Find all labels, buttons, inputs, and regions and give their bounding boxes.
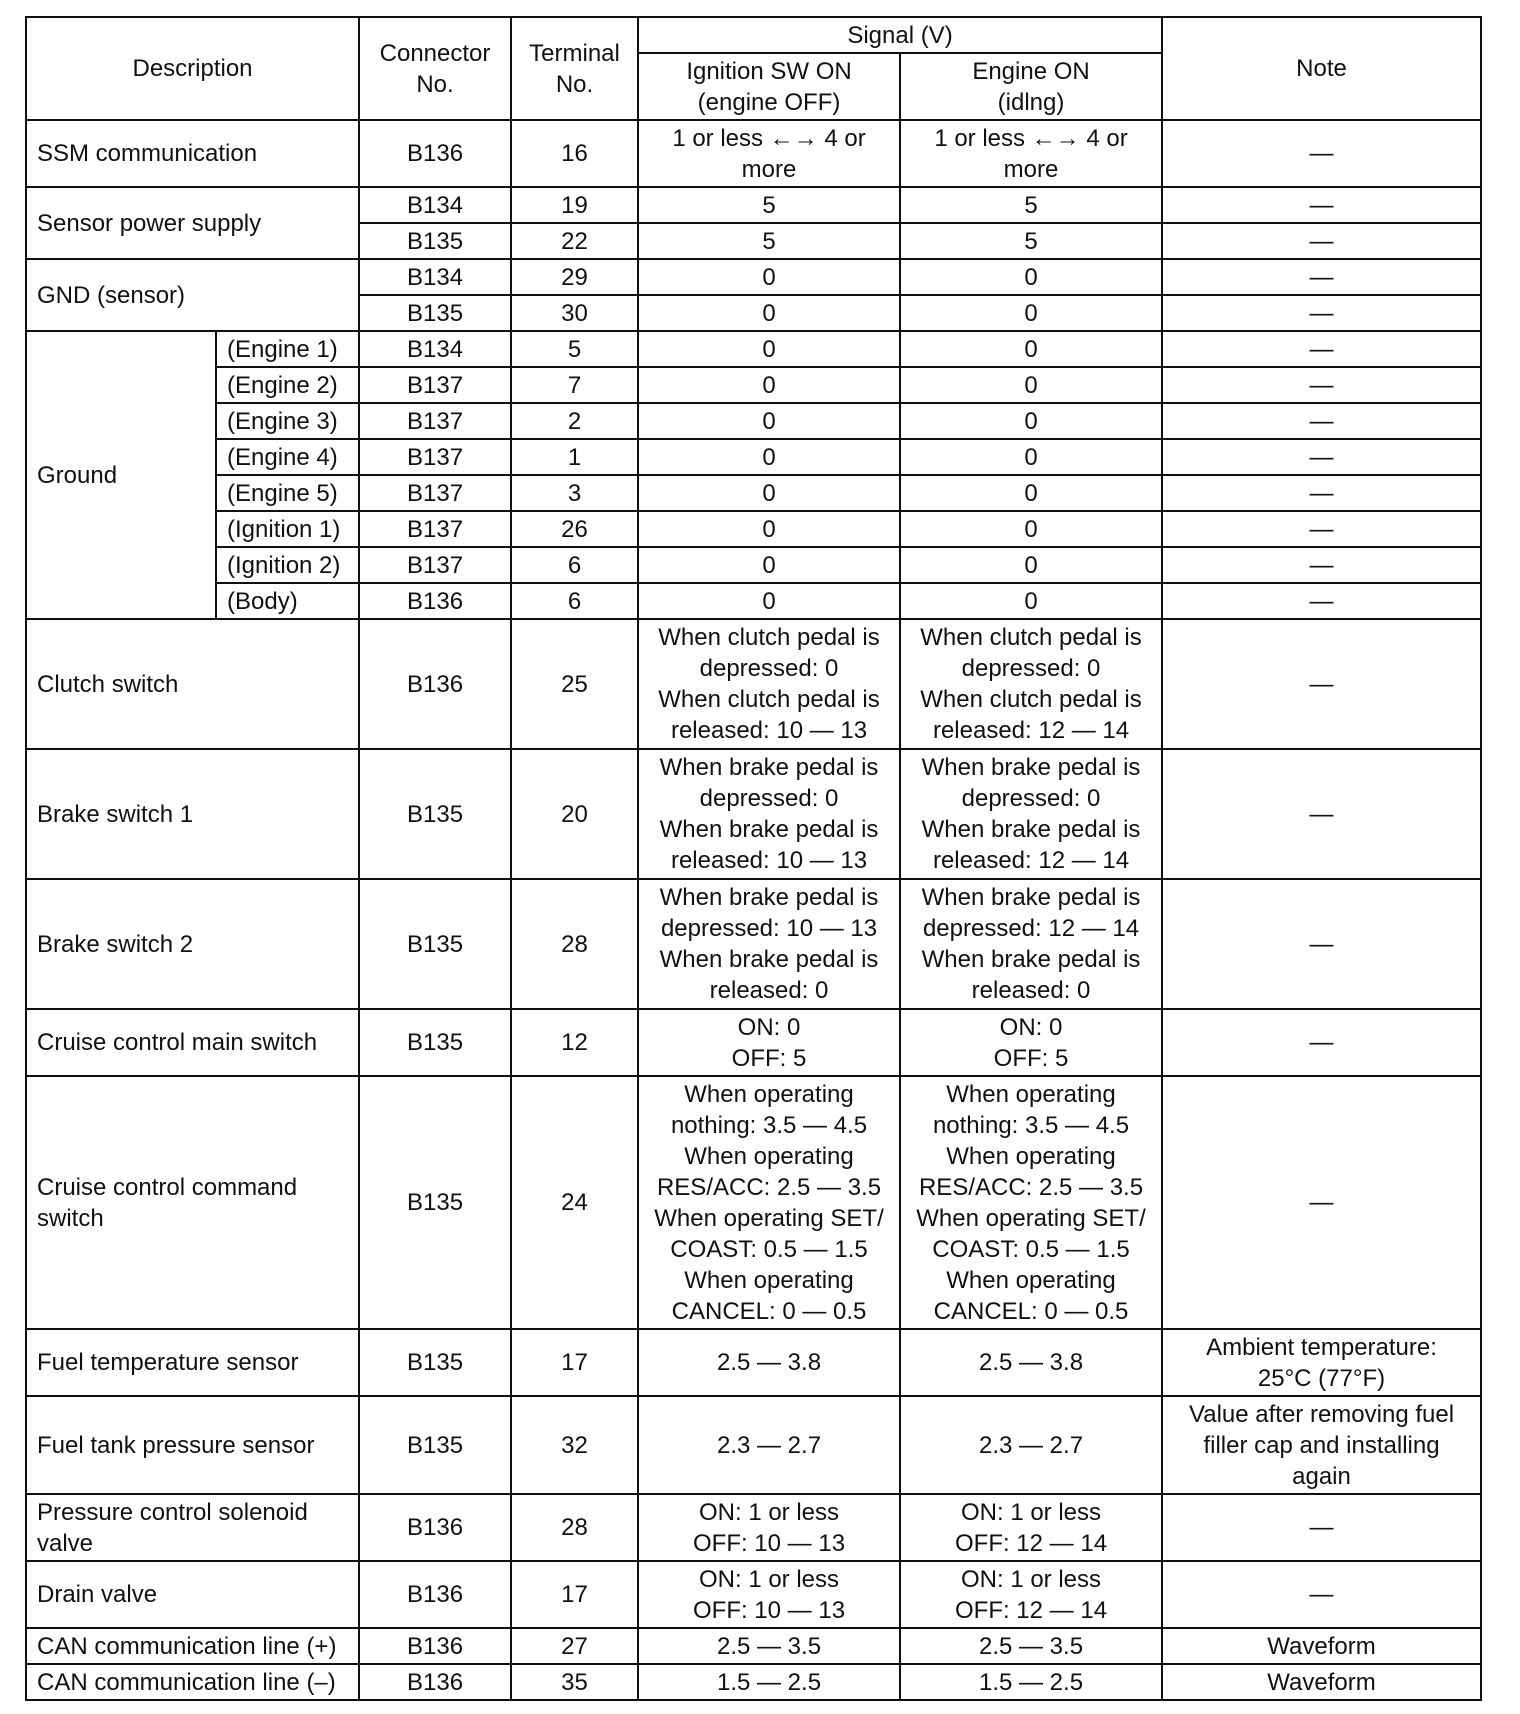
row-signal-engine: 0 <box>900 511 1162 547</box>
row-note: — <box>1162 403 1481 439</box>
row-terminal: 25 <box>511 619 638 749</box>
table-row <box>26 749 1481 879</box>
row-sub-description: (Ignition 2) <box>216 547 359 583</box>
row-sub-description: (Engine 4) <box>216 439 359 475</box>
row-connector: B136 <box>359 1628 511 1664</box>
row-note: — <box>1162 1009 1481 1076</box>
row-signal-ignition: When brake pedal is depressed: 10 — 13 When brake pedal is released: 0 <box>638 879 900 1009</box>
row-note: — <box>1162 259 1481 295</box>
row-signal-ignition: 1.5 — 2.5 <box>638 1664 900 1700</box>
row-connector: B137 <box>359 475 511 511</box>
row-signal-engine: 0 <box>900 547 1162 583</box>
row-sub-description: (Engine 1) <box>216 331 359 367</box>
row-terminal: 16 <box>511 120 638 187</box>
row-connector: B137 <box>359 547 511 583</box>
row-terminal: 17 <box>511 1561 638 1628</box>
row-terminal: 3 <box>511 475 638 511</box>
table-row <box>26 1628 1481 1664</box>
row-connector: B134 <box>359 259 511 295</box>
row-note: Waveform <box>1162 1628 1481 1664</box>
table-row <box>26 619 1481 749</box>
table-row <box>26 1076 1481 1329</box>
row-connector: B135 <box>359 749 511 879</box>
row-connector: B135 <box>359 1009 511 1076</box>
row-signal-engine: ON: 0 OFF: 5 <box>900 1009 1162 1076</box>
row-description: Ground <box>26 331 216 619</box>
row-note: — <box>1162 749 1481 879</box>
row-note: — <box>1162 547 1481 583</box>
table-row <box>26 259 1481 295</box>
table-row <box>26 1396 1481 1494</box>
row-signal-engine: 1.5 — 2.5 <box>900 1664 1162 1700</box>
row-note: — <box>1162 120 1481 187</box>
row-signal-engine: 0 <box>900 583 1162 619</box>
row-signal-engine: 0 <box>900 475 1162 511</box>
row-connector: B136 <box>359 1664 511 1700</box>
row-signal-engine: 2.5 — 3.5 <box>900 1628 1162 1664</box>
row-signal-engine: When brake pedal is depressed: 12 — 14 When brake pedal is released: 0 <box>900 879 1162 1009</box>
row-note: — <box>1162 187 1481 223</box>
row-connector: B134 <box>359 187 511 223</box>
row-description: Cruise control main switch <box>26 1009 359 1076</box>
row-signal-ignition: 0 <box>638 439 900 475</box>
row-connector: B135 <box>359 879 511 1009</box>
row-terminal: 29 <box>511 259 638 295</box>
row-signal-ignition: ON: 0 OFF: 5 <box>638 1009 900 1076</box>
row-signal-ignition: 0 <box>638 259 900 295</box>
ecm-terminal-signal-table <box>25 16 1482 1701</box>
row-signal-ignition: 0 <box>638 547 900 583</box>
row-signal-ignition: When operating nothing: 3.5 — 4.5 When operating RES/ACC: 2.5 — 3.5 When operating SET/ COAST: 0.5 — 1.5 When operating CANCEL: 0 — 0.5 <box>638 1076 900 1329</box>
row-connector: B137 <box>359 511 511 547</box>
row-signal-engine: ON: 1 or less OFF: 12 — 14 <box>900 1494 1162 1561</box>
row-signal-ignition: 0 <box>638 331 900 367</box>
row-connector: B135 <box>359 295 511 331</box>
row-description: Fuel tank pressure sensor <box>26 1396 359 1494</box>
row-signal-engine: When clutch pedal is depressed: 0 When clutch pedal is released: 12 — 14 <box>900 619 1162 749</box>
row-terminal: 6 <box>511 547 638 583</box>
row-note: — <box>1162 331 1481 367</box>
table-row <box>26 120 1481 187</box>
row-connector: B135 <box>359 1329 511 1396</box>
row-terminal: 2 <box>511 403 638 439</box>
row-connector: B134 <box>359 331 511 367</box>
row-connector: B136 <box>359 1561 511 1628</box>
row-terminal: 24 <box>511 1076 638 1329</box>
row-signal-ignition: ON: 1 or less OFF: 10 — 13 <box>638 1561 900 1628</box>
row-terminal: 20 <box>511 749 638 879</box>
row-connector: B136 <box>359 120 511 187</box>
row-note: — <box>1162 511 1481 547</box>
row-terminal: 26 <box>511 511 638 547</box>
row-signal-ignition: 2.5 — 3.5 <box>638 1628 900 1664</box>
row-connector: B135 <box>359 223 511 259</box>
row-signal-ignition: 5 <box>638 187 900 223</box>
row-note: — <box>1162 475 1481 511</box>
row-signal-ignition: 0 <box>638 403 900 439</box>
row-sub-description: (Engine 5) <box>216 475 359 511</box>
table-row <box>26 403 1481 439</box>
row-signal-engine: 0 <box>900 331 1162 367</box>
row-terminal: 7 <box>511 367 638 403</box>
table-row <box>26 1009 1481 1076</box>
row-connector: B137 <box>359 439 511 475</box>
row-description: CAN communication line (+) <box>26 1628 359 1664</box>
row-connector: B137 <box>359 403 511 439</box>
table-row <box>26 1494 1481 1561</box>
row-signal-engine: 0 <box>900 367 1162 403</box>
row-note: — <box>1162 367 1481 403</box>
row-terminal: 27 <box>511 1628 638 1664</box>
row-description: Brake switch 1 <box>26 749 359 879</box>
row-sub-description: (Body) <box>216 583 359 619</box>
header-connector-no: Connector No. <box>359 17 511 120</box>
table-row <box>26 1664 1481 1700</box>
row-note: — <box>1162 1561 1481 1628</box>
row-signal-engine: 5 <box>900 187 1162 223</box>
row-note: — <box>1162 1076 1481 1329</box>
row-signal-engine: When operating nothing: 3.5 — 4.5 When operating RES/ACC: 2.5 — 3.5 When operating SET/ COAST: 0.5 — 1.5 When operating CANCEL: 0 — 0.5 <box>900 1076 1162 1329</box>
row-terminal: 32 <box>511 1396 638 1494</box>
table-row <box>26 331 1481 367</box>
row-terminal: 12 <box>511 1009 638 1076</box>
header-signal: Signal (V) <box>638 17 1162 53</box>
row-terminal: 19 <box>511 187 638 223</box>
row-signal-ignition: 0 <box>638 511 900 547</box>
row-connector: B136 <box>359 1494 511 1561</box>
row-terminal: 28 <box>511 1494 638 1561</box>
row-signal-ignition: ON: 1 or less OFF: 10 — 13 <box>638 1494 900 1561</box>
row-connector: B135 <box>359 1076 511 1329</box>
row-connector: B136 <box>359 583 511 619</box>
row-terminal: 1 <box>511 439 638 475</box>
table-row <box>26 187 1481 223</box>
row-connector: B136 <box>359 619 511 749</box>
row-description: Cruise control command switch <box>26 1076 359 1329</box>
row-terminal: 17 <box>511 1329 638 1396</box>
table-row <box>26 583 1481 619</box>
row-signal-engine: 2.3 — 2.7 <box>900 1396 1162 1494</box>
row-note: — <box>1162 583 1481 619</box>
row-signal-ignition: 0 <box>638 295 900 331</box>
row-signal-engine: ON: 1 or less OFF: 12 — 14 <box>900 1561 1162 1628</box>
header-description: Description <box>26 17 359 120</box>
row-signal-engine: 0 <box>900 403 1162 439</box>
table-row <box>26 1329 1481 1396</box>
row-description: CAN communication line (–) <box>26 1664 359 1700</box>
row-description: SSM communication <box>26 120 359 187</box>
row-sub-description: (Engine 3) <box>216 403 359 439</box>
row-signal-engine: 1 or less ←→ 4 or more <box>900 120 1162 187</box>
header-engine-on: Engine ON (idlng) <box>900 53 1162 120</box>
row-terminal: 28 <box>511 879 638 1009</box>
row-signal-ignition: 0 <box>638 583 900 619</box>
row-signal-ignition: When brake pedal is depressed: 0 When brake pedal is released: 10 — 13 <box>638 749 900 879</box>
row-terminal: 5 <box>511 331 638 367</box>
table-row <box>26 547 1481 583</box>
header-note: Note <box>1162 17 1481 120</box>
row-signal-ignition: When clutch pedal is depressed: 0 When clutch pedal is released: 10 — 13 <box>638 619 900 749</box>
row-signal-engine: 0 <box>900 259 1162 295</box>
row-signal-ignition: 0 <box>638 367 900 403</box>
row-note: — <box>1162 619 1481 749</box>
row-signal-ignition: 2.5 — 3.8 <box>638 1329 900 1396</box>
row-description: Fuel temperature sensor <box>26 1329 359 1396</box>
row-note: Value after removing fuel filler cap and installing again <box>1162 1396 1481 1494</box>
row-note: Ambient temperature: 25°C (77°F) <box>1162 1329 1481 1396</box>
row-signal-engine: 5 <box>900 223 1162 259</box>
row-note: — <box>1162 295 1481 331</box>
row-description: Sensor power supply <box>26 187 359 259</box>
row-signal-engine: 0 <box>900 439 1162 475</box>
row-note: — <box>1162 1494 1481 1561</box>
row-signal-ignition: 2.3 — 2.7 <box>638 1396 900 1494</box>
row-terminal: 22 <box>511 223 638 259</box>
row-terminal: 30 <box>511 295 638 331</box>
row-connector: B135 <box>359 1396 511 1494</box>
row-signal-engine: 2.5 — 3.8 <box>900 1329 1162 1396</box>
header-ignition-sw-on: Ignition SW ON (engine OFF) <box>638 53 900 120</box>
row-terminal: 35 <box>511 1664 638 1700</box>
header-terminal-no: Terminal No. <box>511 17 638 120</box>
row-signal-engine: When brake pedal is depressed: 0 When brake pedal is released: 12 — 14 <box>900 749 1162 879</box>
row-note: — <box>1162 223 1481 259</box>
row-signal-ignition: 5 <box>638 223 900 259</box>
table-row <box>26 439 1481 475</box>
row-signal-ignition: 1 or less ←→ 4 or more <box>638 120 900 187</box>
row-description: GND (sensor) <box>26 259 359 331</box>
table-row <box>26 367 1481 403</box>
row-signal-engine: 0 <box>900 295 1162 331</box>
row-description: Brake switch 2 <box>26 879 359 1009</box>
row-description: Drain valve <box>26 1561 359 1628</box>
table-row <box>26 879 1481 1009</box>
table-row <box>26 1561 1481 1628</box>
row-note: — <box>1162 879 1481 1009</box>
table-row <box>26 511 1481 547</box>
row-description: Pressure control solenoid valve <box>26 1494 359 1561</box>
row-note: Waveform <box>1162 1664 1481 1700</box>
row-sub-description: (Ignition 1) <box>216 511 359 547</box>
row-connector: B137 <box>359 367 511 403</box>
row-terminal: 6 <box>511 583 638 619</box>
row-note: — <box>1162 439 1481 475</box>
row-sub-description: (Engine 2) <box>216 367 359 403</box>
row-description: Clutch switch <box>26 619 359 749</box>
row-signal-ignition: 0 <box>638 475 900 511</box>
table-row <box>26 475 1481 511</box>
